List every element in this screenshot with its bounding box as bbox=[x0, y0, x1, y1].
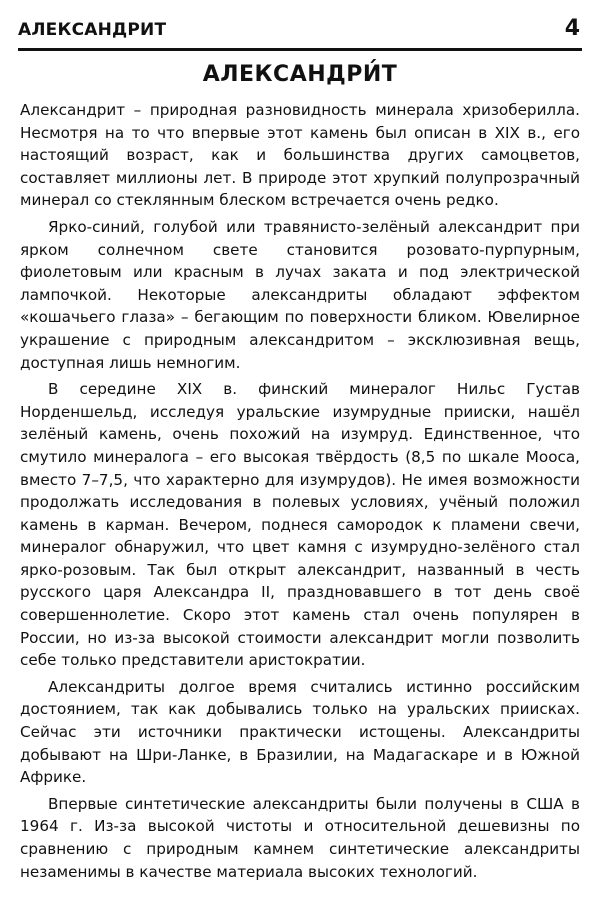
running-header bbox=[18, 16, 582, 51]
paragraph: Ярко-синий, голубой или травянисто-зелёный александрит при ярком солнечном свете становится розовато-пурпурным, фиолетовым или красным в лучах заката и под электрической лампочкой. Некоторые александриты обладают эффектом «кошачьего глаза» – бегающим по поверхности бликом. Ювелирное украшение с природным александритом – эксклюзивная вещь, доступная лишь немногим. bbox=[20, 217, 580, 372]
article-title: АЛЕКСАНДРИ́Т bbox=[202, 62, 398, 87]
paragraph: В середине XIX в. финский минералог Нильс Густав Норденшельд, исследуя уральские изумрудные прииски, нашёл зелёный камень, очень похожий на изумруд. Единственное, что смутило минералога – его высокая твёрдость (8,5 по шкале Мооса, вместо 7–7,5, что характерно для изумрудов). Не имея возможности продолжать исследования в полевых условиях, учёный положил камень в карман. Вечером, поднеся самородок к пламени свечи, минералог обнаружил, что цвет камня с изумрудно-зелёного стал ярко-розовым. Так был открыт александрит, названный в честь русского царя Александра II, праздновавшего в тот день своё совершеннолетие. Скоро этот камень стал очень популярен в России, но из-за высокой стоимости александрит могли позволить себе только представители аристократии. bbox=[20, 380, 580, 670]
paragraph: Александриты долгое время считались истинно российским достоянием, так как добывались только на уральских приисках. Сейчас эти источники практически истощены. Александриты добывают на Шри-Ланке, в Бразилии, на Мадагаскаре и в Южной Африке. bbox=[20, 677, 580, 787]
page-number: 4 bbox=[564, 16, 580, 41]
running-title: АЛЕКСАНДРИТ bbox=[18, 20, 167, 40]
article-body bbox=[20, 99, 580, 887]
paragraph: Впервые синтетические александриты были получены в США в 1964 г. Из-за высокой чистоты и относительной дешевизны по сравнению с природным камнем синтетические александриты незаменимы в качестве материала высоких технологий. bbox=[20, 794, 580, 881]
paragraph: Александрит – природная разновидность минерала хризоберилла. Несмотря на то что впервые этот камень был описан в XIX в., его настоящий возраст, как и большинства других самоцветов, составляет миллионы лет. В природе этот хрупкий полупрозрачный минерал со стеклянным блеском встречается очень редко. bbox=[20, 101, 580, 210]
